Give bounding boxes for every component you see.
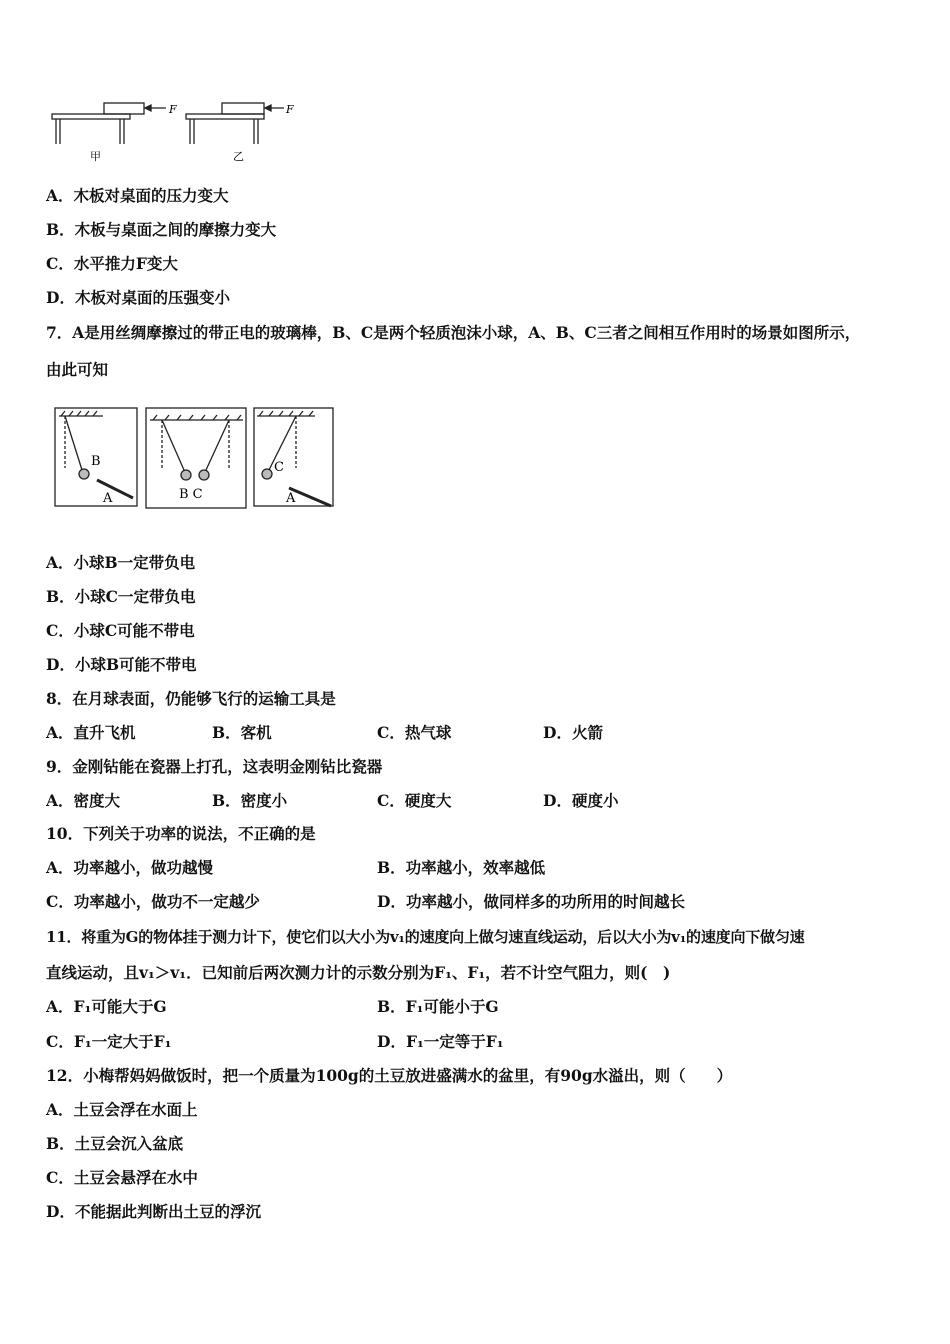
q6-option-d: D．木板对桌面的压强变小	[46, 288, 230, 307]
q10-option-c: C．功率越小，做功不一定越少	[46, 892, 260, 911]
q7-option-d: D．小球B可能不带电	[46, 655, 197, 674]
table-board-figure	[46, 98, 306, 168]
p1-ball-label: B	[91, 454, 101, 469]
q9-stem: 9．金刚钻能在瓷器上打孔，这表明金刚钻比瓷器	[46, 757, 383, 776]
q9-option-b: B．密度小	[212, 791, 288, 810]
q8-option-b: B．客机	[212, 723, 272, 742]
q12-option-b: B．土豆会沉入盆底	[46, 1134, 184, 1153]
q6-option-c: C．水平推力F变大	[46, 254, 178, 273]
q11-stem-line2: 直线运动，且v₁＞v₁．已知前后两次测力计的示数分别为F₁、F₁，若不计空气阻力，则( )	[46, 963, 671, 982]
q10-option-d: D．功率越小，做同样多的功所用的时间越长	[377, 892, 685, 911]
q10-option-b: B．功率越小，效率越低	[377, 858, 546, 877]
q11-option-c: C．F₁一定大于F₁	[46, 1032, 172, 1051]
p2-balls-label: B C	[179, 487, 203, 502]
q9-option-d: D．硬度小	[543, 791, 619, 810]
q11-option-a: A．F₁可能大于G	[46, 997, 167, 1016]
q11-option-d: D．F₁一定等于F₁	[377, 1032, 504, 1051]
q6-option-a: A．木板对桌面的压力变大	[46, 186, 229, 205]
q12-option-d: D．不能据此判断出土豆的浮沉	[46, 1202, 261, 1221]
p3-rod-label: A	[286, 491, 296, 506]
p1-rod-label: A	[103, 491, 113, 506]
p3-ball-label: C	[274, 460, 284, 475]
q8-option-a: A．直升飞机	[46, 723, 136, 742]
q12-option-a: A．土豆会浮在水面上	[46, 1100, 198, 1119]
q12-option-c: C．土豆会悬浮在水中	[46, 1168, 198, 1187]
q7-stem-line2: 由此可知	[46, 360, 109, 379]
q8-stem: 8．在月球表面，仍能够飞行的运输工具是	[46, 689, 336, 708]
q10-option-a: A．功率越小，做功越慢	[46, 858, 214, 877]
q6-option-b: B．木板与桌面之间的摩擦力变大	[46, 220, 277, 239]
q10-stem: 10．下列关于功率的说法，不正确的是	[46, 824, 316, 843]
pendulum-figure	[53, 406, 337, 512]
q9-option-c: C．硬度大	[377, 791, 452, 810]
q8-option-c: C．热气球	[377, 723, 452, 742]
figure-label-jia: 甲	[90, 150, 101, 163]
q11-option-b: B．F₁可能小于G	[377, 997, 499, 1016]
q8-option-d: D．火箭	[543, 723, 603, 742]
q12-stem: 12．小梅帮妈妈做饭时，把一个质量为100g的土豆放进盛满水的盆里，有90g水溢出，则（ ）	[46, 1066, 733, 1085]
q7-option-a: A．小球B一定带负电	[46, 553, 196, 572]
q11-stem-line1: 11．将重为G的物体挂于测力计下，使它们以大小为v₁的速度向上做匀速直线运动，后以大小为v₁的速度向下做匀速	[46, 928, 805, 946]
figure-label-yi: 乙	[233, 150, 244, 163]
q7-option-b: B．小球C一定带负电	[46, 587, 196, 606]
q7-option-c: C．小球C可能不带电	[46, 621, 195, 640]
q7-stem-line1: 7．A是用丝绸摩擦过的带正电的玻璃棒，B、C是两个轻质泡沫小球，A、B、C三者之间相互作用时的场景如图所示，	[46, 323, 861, 342]
q9-option-a: A．密度大	[46, 791, 121, 810]
force-label-left: F	[169, 103, 177, 116]
force-label-right: F	[286, 103, 294, 116]
